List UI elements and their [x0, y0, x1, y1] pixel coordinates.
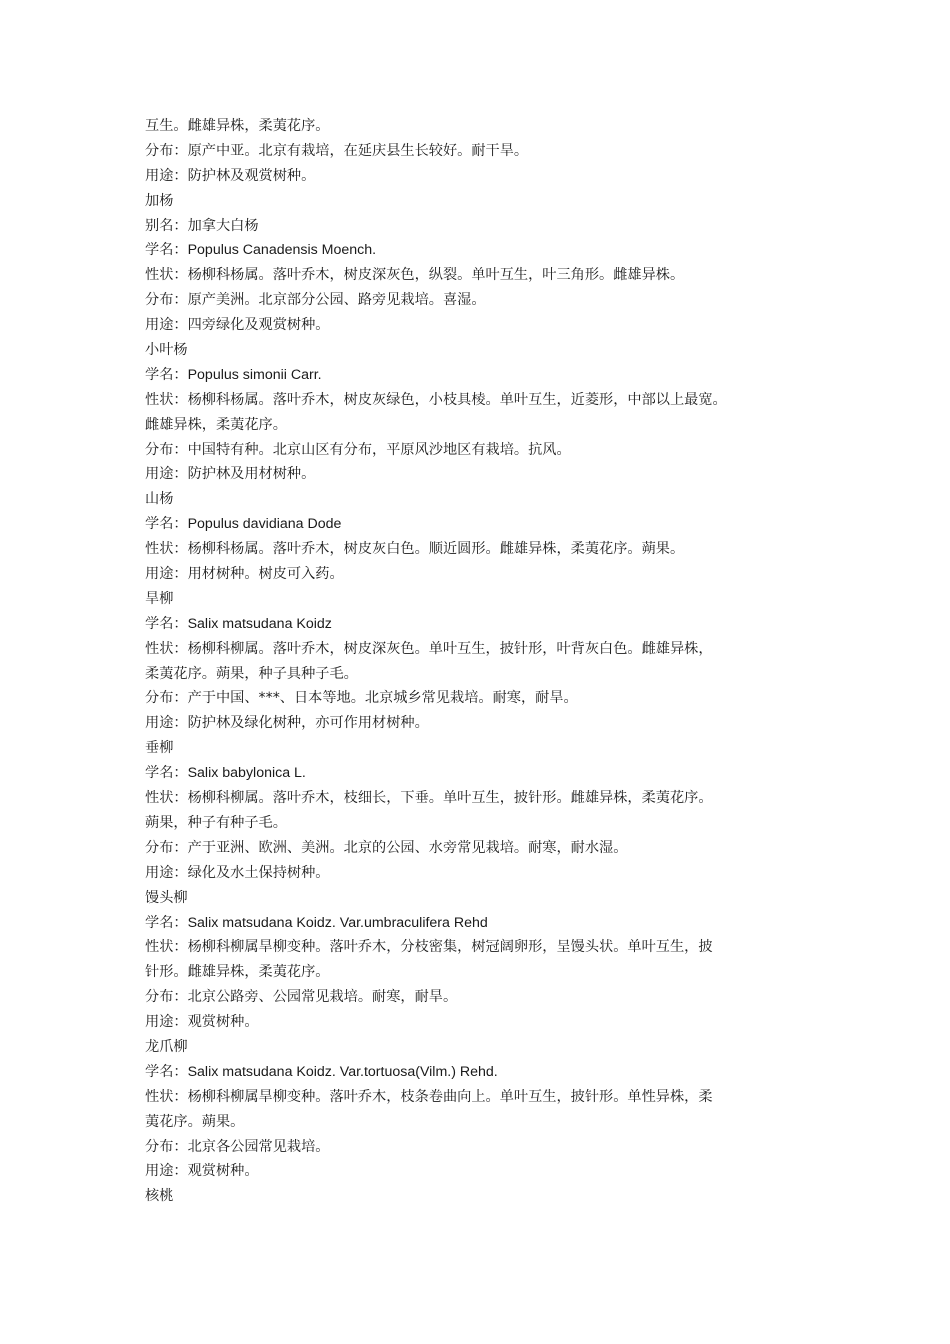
text-line: 用途：绿化及水土保持树种。	[145, 864, 330, 881]
text-line: 垂柳	[145, 740, 174, 757]
scientific-name: Populus Canadensis Moench.	[187, 242, 377, 259]
text-line: 性状：杨柳科杨属。落叶乔木，树皮灰白色。顺近圆形。雌雄异株，柔荑花序。蒴果。	[145, 541, 685, 558]
text-line: 互生。雌雄异株，柔荑花序。	[145, 118, 330, 134]
scientific-name: Populus simonii Carr.	[187, 366, 322, 383]
field-label: 学名：	[145, 765, 188, 782]
text-line	[145, 363, 813, 388]
text-line: 馒头柳	[145, 889, 188, 906]
text-line: 性状：杨柳科柳属旱柳变种。落叶乔木，分枝密集，树冠阔卵形，呈馒头状。单叶互生，披	[145, 939, 713, 956]
text-line: 别名：加拿大白杨	[145, 217, 259, 234]
text-line	[145, 612, 813, 637]
scientific-name: Salix babylonica L.	[187, 765, 306, 782]
text-line	[145, 761, 813, 786]
text-line: 针形。雌雄异株，柔荑花序。	[145, 964, 330, 981]
scientific-name: Salix matsudana Koidz. Var.tortuosa(Vilm.) Rehd.	[187, 1063, 498, 1080]
text-line: 性状：杨柳科柳属。落叶乔木，树皮深灰色。单叶互生，披针形，叶背灰白色。雌雄异株，	[145, 640, 713, 657]
text-line: 用途：防护林及观赏树种。	[145, 167, 316, 184]
text-line: 核桃	[145, 1188, 174, 1205]
field-label: 学名：	[145, 366, 188, 383]
field-label: 学名：	[145, 516, 188, 533]
document-body	[145, 114, 813, 1209]
text-line: 分布：原产中亚。北京有栽培，在延庆县生长较好。耐干旱。	[145, 142, 529, 159]
text-line: 用途：用材树种。树皮可入药。	[145, 566, 344, 583]
text-line: 用途：防护林及绿化树种，亦可作用材树种。	[145, 715, 429, 732]
field-label: 学名：	[145, 914, 188, 931]
text-line: 用途：四旁绿化及观赏树种。	[145, 317, 330, 334]
text-line: 分布：北京公路旁、公园常见栽培。耐寒，耐旱。	[145, 989, 458, 1006]
text-line	[145, 911, 813, 936]
text-line: 旱柳	[145, 590, 174, 607]
text-line: 用途：观赏树种。	[145, 1014, 259, 1031]
text-line: 用途：防护林及用材树种。	[145, 466, 316, 483]
field-label: 学名：	[145, 615, 188, 632]
text-line	[145, 238, 813, 263]
text-line: 性状：杨柳科柳属。落叶乔木，枝细长，下垂。单叶互生，披针形。雌雄异株，柔荑花序。	[145, 790, 713, 807]
text-line: 分布：产于亚洲、欧洲、美洲。北京的公园、水旁常见栽培。耐寒，耐水湿。	[145, 839, 628, 856]
scientific-name: Salix matsudana Koidz	[187, 615, 332, 632]
text-line: 雌雄异株，柔荑花序。	[145, 416, 287, 433]
text-line: 性状：杨柳科杨属。落叶乔木，树皮灰绿色，小枝具棱。单叶互生，近菱形，中部以上最宽。	[145, 391, 727, 408]
field-label: 学名：	[145, 1063, 188, 1080]
scientific-name: Salix matsudana Koidz. Var.umbraculifera Rehd	[187, 914, 488, 931]
text-line: 蒴果，种子有种子毛。	[145, 814, 287, 831]
text-line: 分布：产于中国、***、日本等地。北京城乡常见栽培。耐寒，耐旱。	[145, 690, 578, 707]
text-line: 龙爪柳	[145, 1038, 188, 1055]
text-line: 柔荑花序。蒴果，种子具种子毛。	[145, 665, 358, 682]
text-line	[145, 512, 813, 537]
text-line: 用途：观赏树种。	[145, 1163, 259, 1180]
text-line: 荑花序。蒴果。	[145, 1113, 245, 1130]
scientific-name: Populus davidiana Dode	[187, 516, 342, 533]
text-line: 分布：原产美洲。北京部分公园、路旁见栽培。喜湿。	[145, 292, 486, 309]
text-line: 性状：杨柳科柳属旱柳变种。落叶乔木，枝条卷曲向上。单叶互生，披针形。单性异株，柔	[145, 1088, 713, 1105]
text-line: 山杨	[145, 491, 174, 508]
text-line: 分布：中国特有种。北京山区有分布，平原风沙地区有栽培。抗风。	[145, 441, 571, 458]
text-line: 性状：杨柳科杨属。落叶乔木，树皮深灰色，纵裂。单叶互生，叶三角形。雌雄异株。	[145, 267, 685, 284]
text-line	[145, 1060, 813, 1085]
field-label: 学名：	[145, 242, 188, 259]
text-line: 分布：北京各公园常见栽培。	[145, 1138, 330, 1155]
text-line: 加杨	[145, 192, 174, 209]
text-line: 小叶杨	[145, 342, 188, 359]
